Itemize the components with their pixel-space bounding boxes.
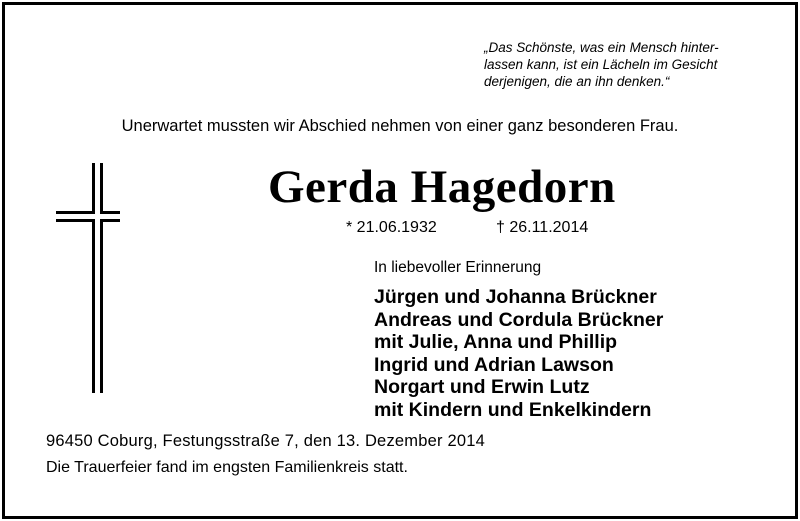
memory-phrase: In liebevoller Erinnerung [374, 259, 542, 276]
mourner-line: mit Kindern und Enkelkindern [374, 398, 652, 421]
birth-date: * 21.06.1932 [346, 219, 437, 236]
intro-text: Unerwartet mussten wir Abschied nehmen von einer ganz besonderen Frau. [121, 117, 679, 135]
quote-line: derjenigen, die an ihn denken.“ [484, 74, 670, 89]
quote-line: lassen kann, ist ein Lächeln im Gesicht [484, 57, 718, 72]
mourner-line: Jürgen und Johanna Brückner [374, 286, 657, 308]
quote [484, 39, 719, 90]
address-line: 96450 Coburg, Festungsstraße 7, den 13. Dezember 2014 [46, 432, 485, 450]
deceased-name: Gerda Hagedorn [268, 161, 616, 213]
quote-line: „Das Schönste, was ein Mensch hinter- [484, 40, 719, 55]
cross-icon [56, 163, 126, 395]
mourners-list [374, 286, 663, 422]
mourner-line: Norgart und Erwin Lutz [374, 376, 590, 399]
death-date: † 26.11.2014 [496, 219, 589, 236]
mourner-line: mit Julie, Anna und Phillip [374, 331, 618, 354]
mourner-line: Andreas und Cordula Brückner [374, 308, 664, 331]
mourner-line: Ingrid und Adrian Lawson [374, 353, 614, 376]
service-note: Die Trauerfeier fand im engsten Familienkreis statt. [46, 459, 408, 476]
